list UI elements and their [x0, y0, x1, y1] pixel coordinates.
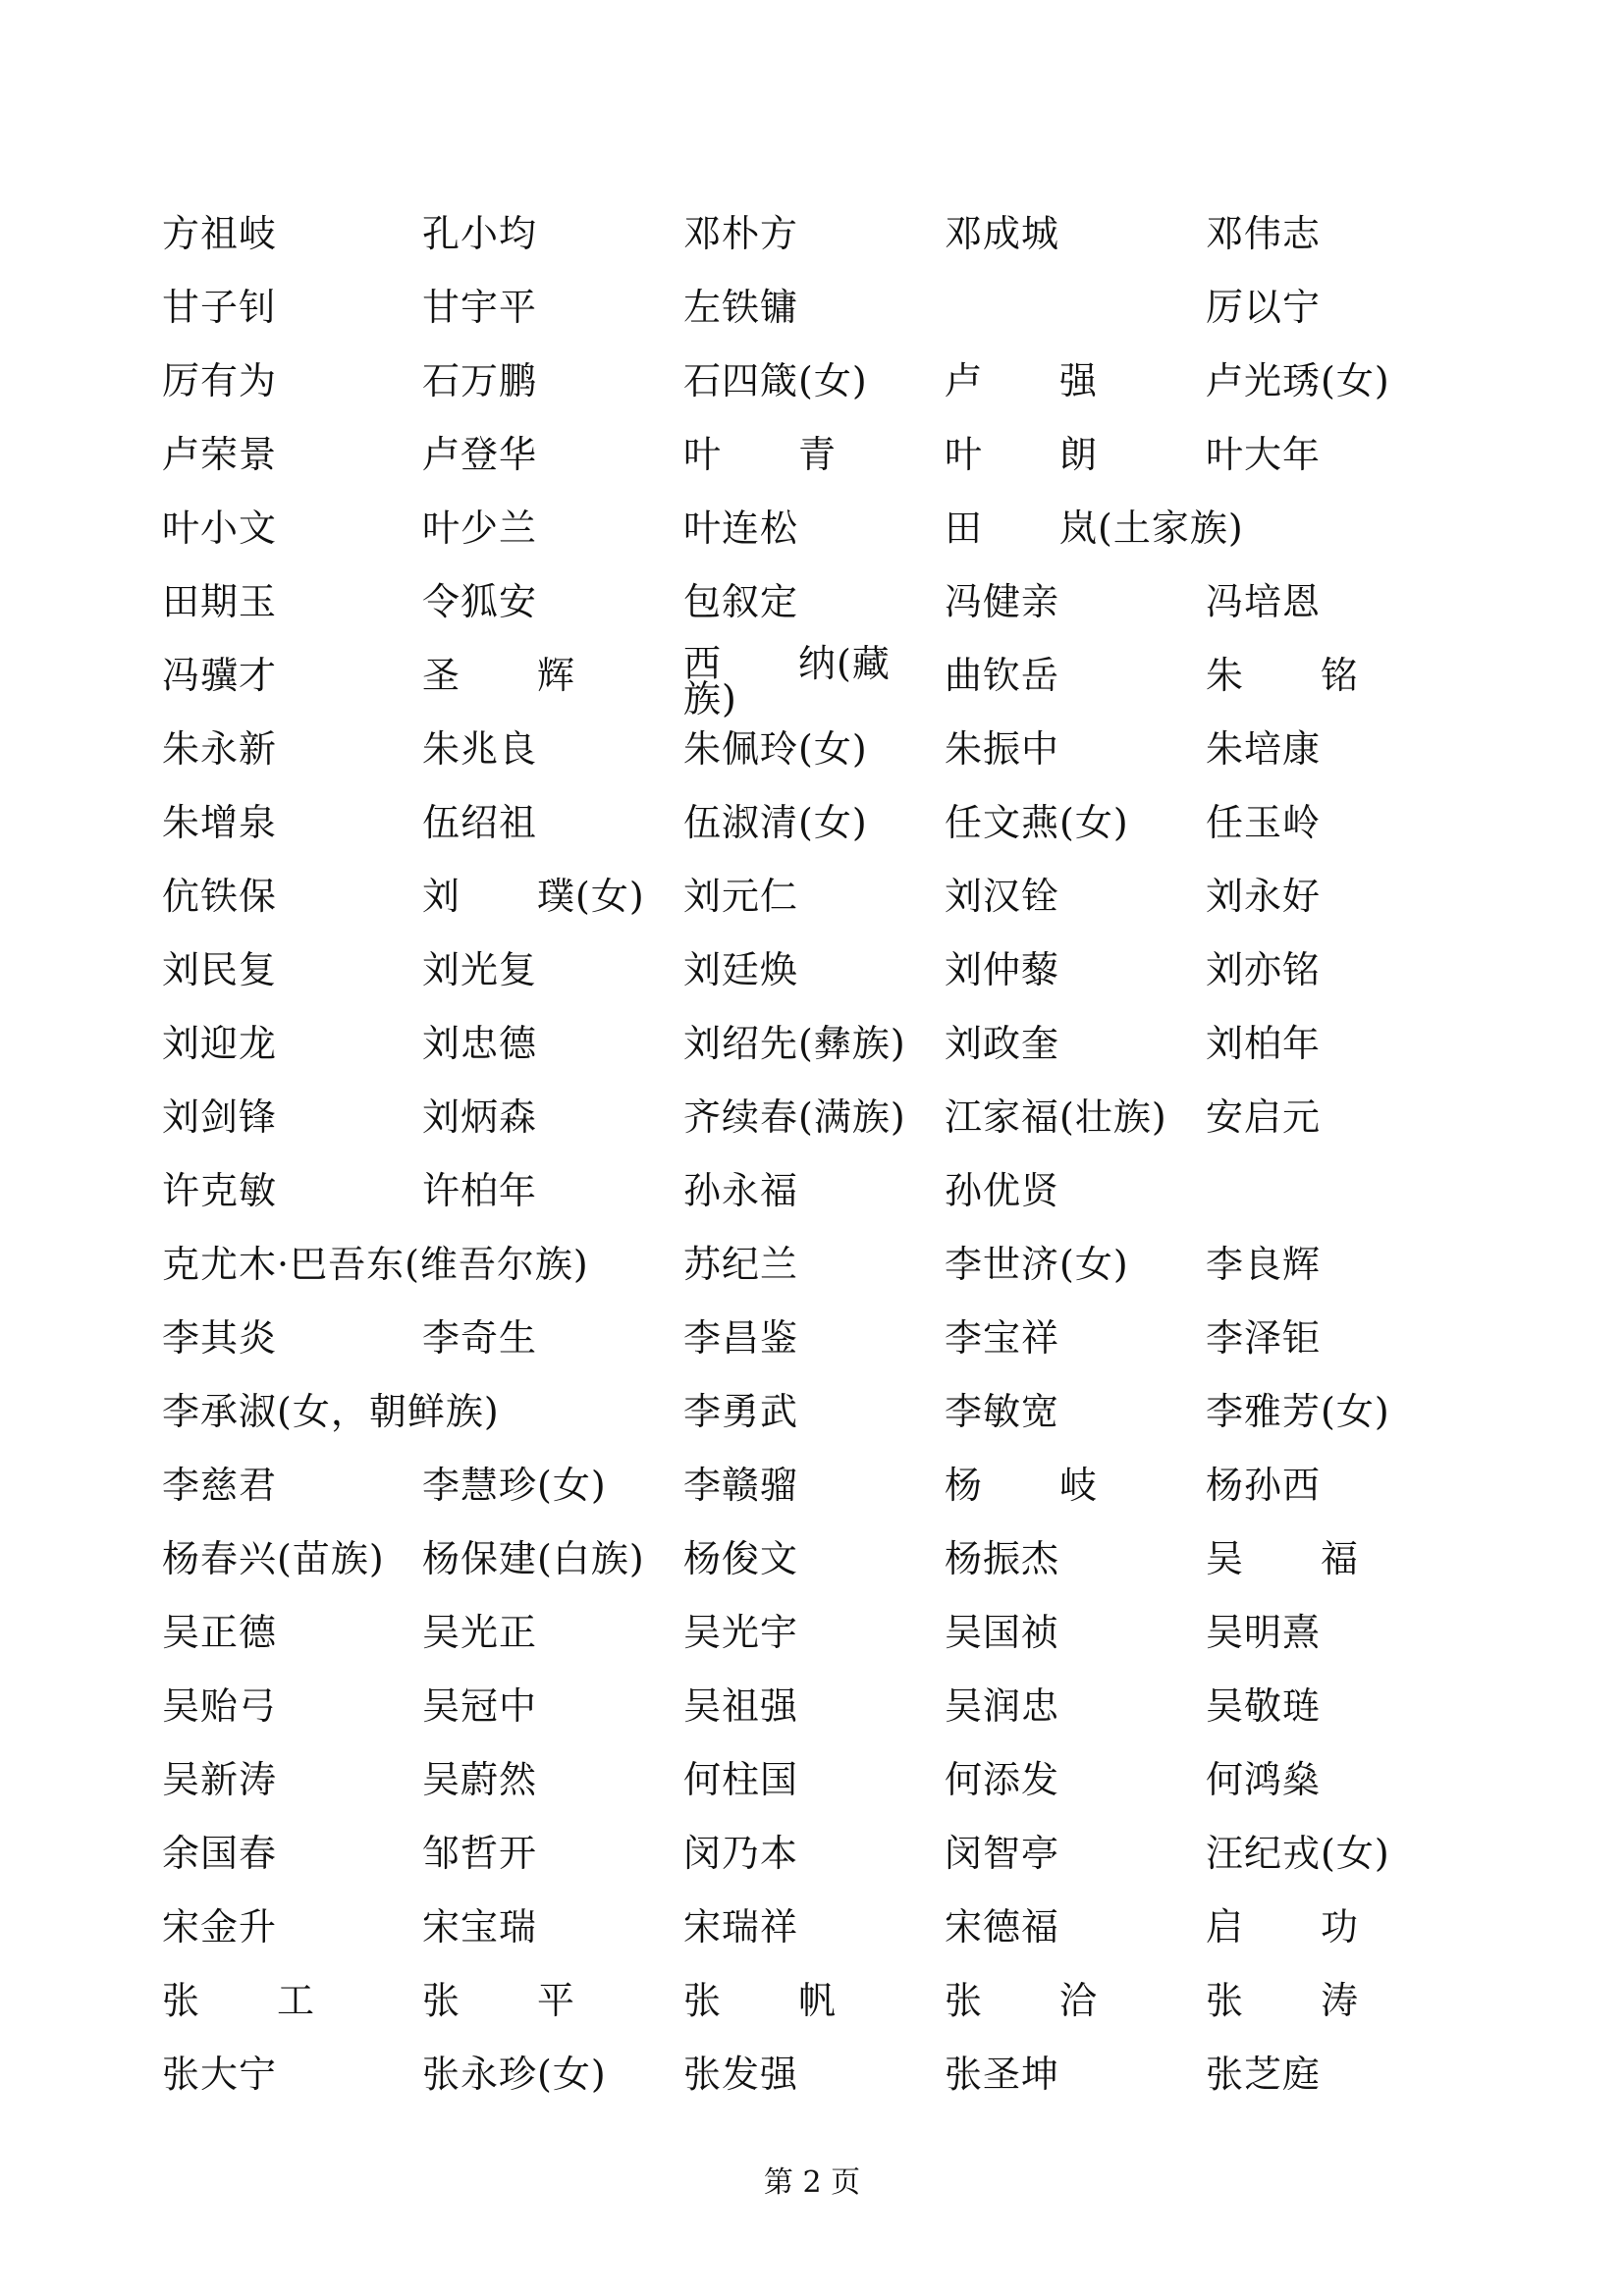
name-entry: 张永珍(女): [422, 2053, 607, 2096]
name-entry: 刘光复: [422, 948, 538, 991]
name-entry: 汪纪戎(女): [1206, 1832, 1390, 1875]
name-entry: 杨春兴(苗族): [162, 1537, 385, 1580]
name-entry: 何柱国: [683, 1758, 799, 1801]
name-entry: 刘迎龙: [162, 1022, 278, 1065]
name-entry: 张 洽: [945, 1979, 1099, 2022]
name-entry: 李雅芳(女): [1206, 1390, 1390, 1433]
name-entry: 吴蔚然: [422, 1758, 538, 1801]
name-entry: 吴正德: [162, 1611, 278, 1654]
name-entry: 克尤木·巴吾东(维吾尔族): [162, 1243, 589, 1286]
name-entry: 张发强: [683, 2053, 799, 2096]
name-entry: 李昌鉴: [683, 1316, 799, 1360]
name-entry: 朱兆良: [422, 727, 538, 771]
name-entry: 朱培康: [1206, 727, 1322, 771]
name-entry: 刘民复: [162, 948, 278, 991]
name-entry: 叶少兰: [422, 507, 538, 550]
name-entry: 卢登华: [422, 433, 538, 476]
name-entry: 启 功: [1206, 1905, 1360, 1949]
name-entry: 刘炳森: [422, 1095, 538, 1139]
name-entry: 吴光正: [422, 1611, 538, 1654]
name-entry: 刘亦铭: [1206, 948, 1322, 991]
name-entry: 宋瑞祥: [683, 1905, 799, 1949]
name-entry: 吴国祯: [945, 1611, 1060, 1654]
name-entry: 齐续春(满族): [683, 1095, 906, 1139]
name-entry: 李勇武: [683, 1390, 799, 1433]
name-entry: 许柏年: [422, 1169, 538, 1212]
name-entry: 叶连松: [683, 507, 799, 550]
name-entry: 朱永新: [162, 727, 278, 771]
page-number: 第 2 页: [763, 2165, 861, 2200]
name-entry: 李慈君: [162, 1464, 278, 1507]
name-entry: 石万鹏: [422, 359, 538, 402]
name-entry: 张 平: [422, 1979, 576, 2022]
name-entry: 伍淑清(女): [683, 801, 868, 844]
name-entry: 李敏宽: [945, 1390, 1060, 1433]
name-entry: 余国春: [162, 1832, 278, 1875]
name-entry: 李赣骝: [683, 1464, 799, 1507]
name-entry: 厉有为: [162, 359, 278, 402]
name-entry: 朱振中: [945, 727, 1060, 771]
name-entry: 吴光宇: [683, 1611, 799, 1654]
name-entry: 卢荣景: [162, 433, 278, 476]
name-entry: 西 纳(藏族): [683, 642, 891, 721]
name-entry: 曲钦岳: [945, 654, 1060, 697]
name-entry: 刘廷焕: [683, 948, 799, 991]
name-entry: 方祖岐: [162, 212, 278, 255]
name-entry: 安启元: [1206, 1095, 1322, 1139]
name-entry: 甘宇平: [422, 286, 538, 329]
name-entry: 张圣坤: [945, 2053, 1060, 2096]
name-entry: 冯骥才: [162, 654, 278, 697]
name-entry: 孙优贤: [945, 1169, 1060, 1212]
name-entry: 刘汉铨: [945, 875, 1060, 918]
name-entry: 吴贻弓: [162, 1684, 278, 1728]
name-entry: 邓朴方: [683, 212, 799, 255]
name-entry: 张大宁: [162, 2053, 278, 2096]
name-entry: 刘绍先(彝族): [683, 1022, 906, 1065]
name-entry: 许克敏: [162, 1169, 278, 1212]
name-entry: 闵智亭: [945, 1832, 1060, 1875]
name-entry: 冯培恩: [1206, 580, 1322, 623]
name-entry: 吴明熹: [1206, 1611, 1322, 1654]
name-entry: 刘剑锋: [162, 1095, 278, 1139]
name-entry: 叶小文: [162, 507, 278, 550]
name-entry: 李慧珍(女): [422, 1464, 607, 1507]
name-entry: 厉以宁: [1206, 286, 1322, 329]
name-entry: 李其炎: [162, 1316, 278, 1360]
name-entry: 包叙定: [683, 580, 799, 623]
name-entry: 张 帆: [683, 1979, 838, 2022]
name-entry: 张芝庭: [1206, 2053, 1322, 2096]
name-entry: 伍绍祖: [422, 801, 538, 844]
name-entry: 令狐安: [422, 580, 538, 623]
name-entry: 叶 青: [683, 433, 838, 476]
name-entry: 苏纪兰: [683, 1243, 799, 1286]
name-entry: 吴敬琏: [1206, 1684, 1322, 1728]
name-entry: 张 涛: [1206, 1979, 1360, 2022]
name-entry: 刘柏年: [1206, 1022, 1322, 1065]
name-entry: 叶 朗: [945, 433, 1099, 476]
name-entry: 吴新涛: [162, 1758, 278, 1801]
name-entry: 田 岚(土家族): [945, 507, 1244, 550]
name-entry: 李奇生: [422, 1316, 538, 1360]
name-entry: 刘忠德: [422, 1022, 538, 1065]
name-entry: 何添发: [945, 1758, 1060, 1801]
name-entry: 伉铁保: [162, 875, 278, 918]
name-entry: 闵乃本: [683, 1832, 799, 1875]
name-entry: 甘子钊: [162, 286, 278, 329]
name-entry: 李良辉: [1206, 1243, 1322, 1286]
name-entry: 邹哲开: [422, 1832, 538, 1875]
name-entry: 吴冠中: [422, 1684, 538, 1728]
name-entry: 邓伟志: [1206, 212, 1322, 255]
name-entry: 田期玉: [162, 580, 278, 623]
name-entry: 杨俊文: [683, 1537, 799, 1580]
name-entry: 李承淑(女，朝鲜族): [162, 1390, 500, 1433]
name-entry: 杨 岐: [945, 1464, 1099, 1507]
name-entry: 孔小均: [422, 212, 538, 255]
name-entry: 杨振杰: [945, 1537, 1060, 1580]
name-entry: 圣 辉: [422, 654, 576, 697]
name-entry: 刘政奎: [945, 1022, 1060, 1065]
name-entry: 杨孙西: [1206, 1464, 1322, 1507]
name-entry: 吴润忠: [945, 1684, 1060, 1728]
name-entry: 刘 璞(女): [422, 875, 645, 918]
name-entry: 刘元仁: [683, 875, 799, 918]
name-entry: 朱增泉: [162, 801, 278, 844]
name-entry: 吴祖强: [683, 1684, 799, 1728]
name-entry: 卢光琇(女): [1206, 359, 1390, 402]
name-entry: 李泽钜: [1206, 1316, 1322, 1360]
name-entry: 朱 铭: [1206, 654, 1360, 697]
name-entry: 张 工: [162, 1979, 316, 2022]
name-entry: 刘仲藜: [945, 948, 1060, 991]
name-entry: 杨保建(白族): [422, 1537, 645, 1580]
name-entry: 卢 强: [945, 359, 1099, 402]
name-entry: 宋金升: [162, 1905, 278, 1949]
name-entry: 冯健亲: [945, 580, 1060, 623]
name-entry: 孙永福: [683, 1169, 799, 1212]
name-entry: 宋宝瑞: [422, 1905, 538, 1949]
name-entry: 李宝祥: [945, 1316, 1060, 1360]
name-entry: 石四箴(女): [683, 359, 868, 402]
name-entry: 李世济(女): [945, 1243, 1129, 1286]
name-entry: 江家福(壮族): [945, 1095, 1167, 1139]
name-entry: 刘永好: [1206, 875, 1322, 918]
name-entry: 左铁镛: [683, 286, 799, 329]
name-entry: 任玉岭: [1206, 801, 1322, 844]
name-entry: 朱佩玲(女): [683, 727, 868, 771]
name-entry: 任文燕(女): [945, 801, 1129, 844]
name-entry: 宋德福: [945, 1905, 1060, 1949]
name-entry: 邓成城: [945, 212, 1060, 255]
name-entry: 何鸿燊: [1206, 1758, 1322, 1801]
name-entry: 叶大年: [1206, 433, 1322, 476]
name-entry: 吴 福: [1206, 1537, 1360, 1580]
